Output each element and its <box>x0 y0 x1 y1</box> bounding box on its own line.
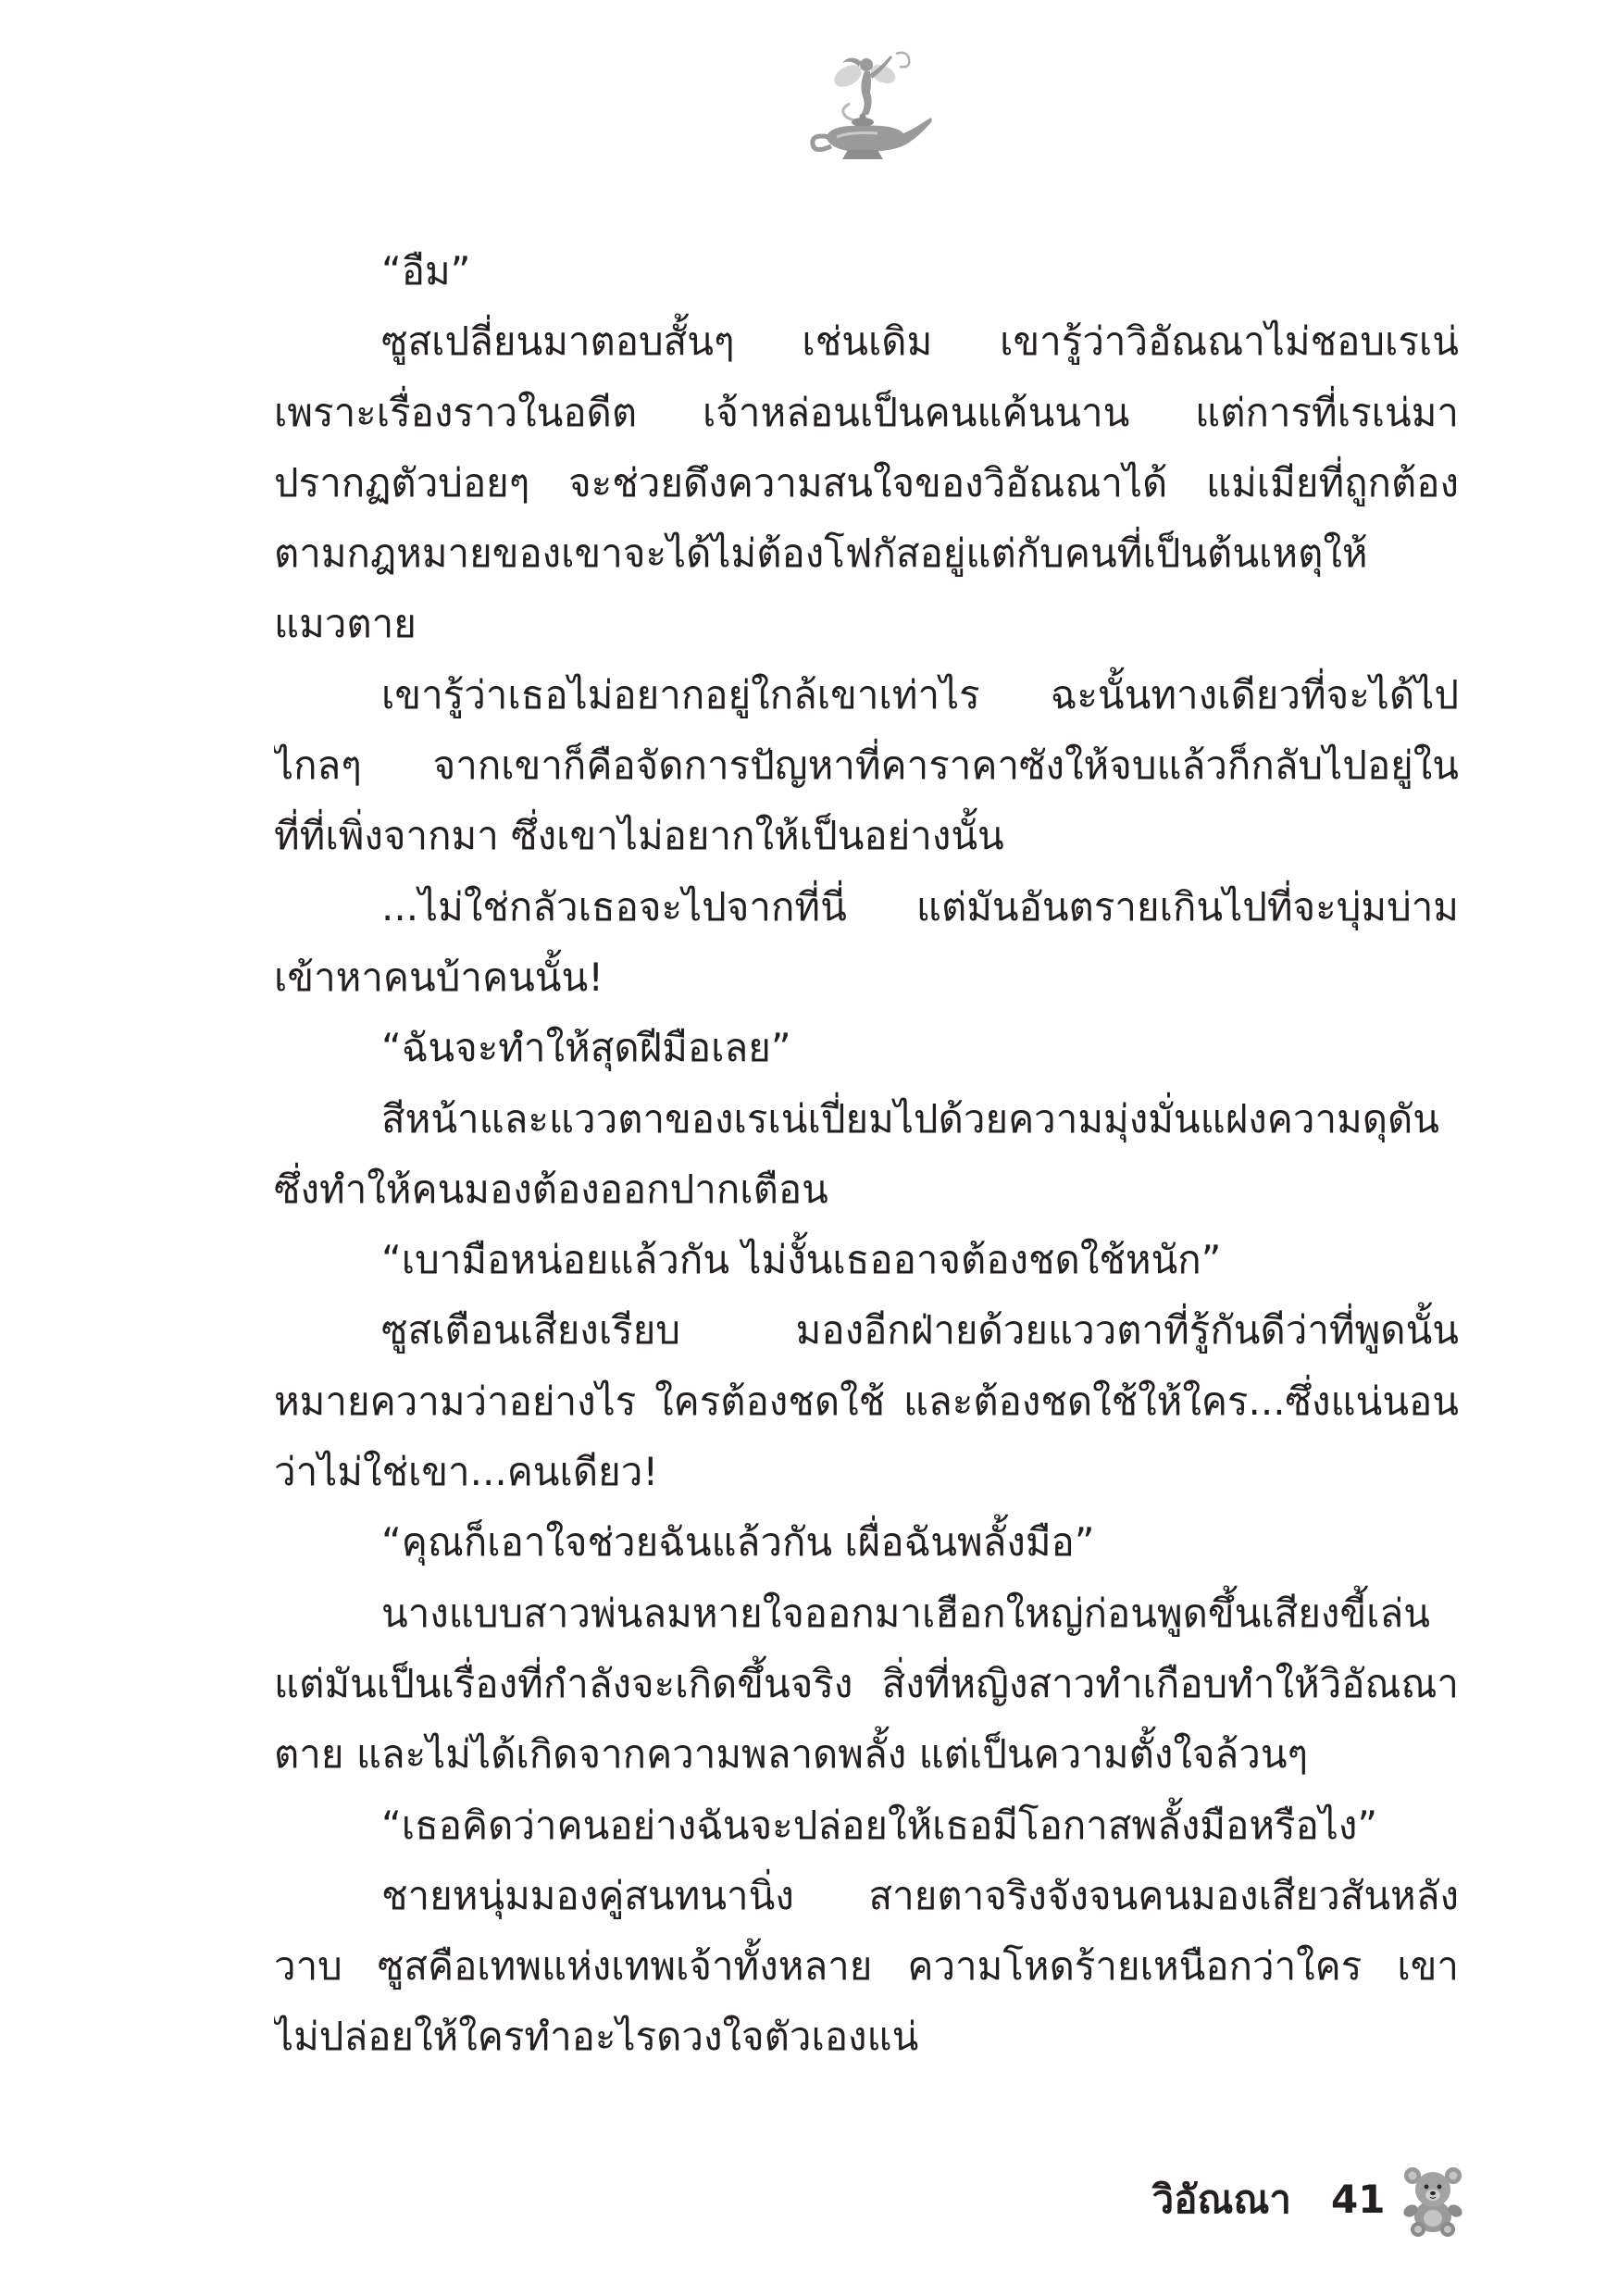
paragraph <box>274 1791 1459 1861</box>
genie-lamp-icon <box>794 48 942 167</box>
text-line: ตาย และไม่ได้เกิดจากความพลาดพลั้ง แต่เป็นความตั้งใจล้วนๆ <box>274 1731 1309 1778</box>
paragraph <box>274 1084 1459 1226</box>
paragraph <box>274 660 1459 872</box>
text-line: แต่มันเป็นเรื่องที่กำลังจะเกิดขึ้นจริง สิ่งที่หญิงสาวทำเกือบทำให้วิอัณณา <box>274 1660 1459 1706</box>
paragraph <box>274 236 1459 306</box>
text-line: “เธอคิดว่าคนอย่างฉันจะปล่อยให้เธอมีโอกาสพลั้งมือหรือไง” <box>381 1802 1378 1848</box>
text-line: ว่าไม่ใช่เขา...คนเดียว! <box>274 1449 659 1495</box>
text-line: ไกลๆ จากเขาก็คือจัดการปัญหาที่คาราคาซังให้จบแล้วก็กลับไปอยู่ใน <box>274 742 1459 789</box>
paragraph <box>274 1507 1459 1578</box>
text-line: สีหน้าและแววตาของเรเน่เปี่ยมไปด้วยความมุ่งมั่นแฝงความดุดัน <box>381 1095 1440 1142</box>
paragraph <box>274 1578 1459 1791</box>
teddy-bear-icon <box>1398 2165 1468 2237</box>
text-line: “ฉันจะทำให้สุดฝีมือเลย” <box>381 1025 791 1071</box>
paragraph <box>274 1861 1459 2073</box>
paragraph <box>274 1013 1459 1083</box>
page-number: 41 <box>1331 2177 1386 2222</box>
text-line: ...ไม่ใช่กลัวเธอจะไปจากที่นี่ แต่มันอันตรายเกินไปที่จะบุ่มบ่าม <box>381 883 1459 930</box>
body-text <box>274 236 1459 2073</box>
text-line: เพราะเรื่องราวในอดีต เจ้าหล่อนเป็นคนแค้นนาน แต่การที่เรเน่มา <box>274 389 1459 435</box>
text-line: ซึ่งทำให้คนมองต้องออกปากเตือน <box>274 1166 828 1212</box>
paragraph <box>274 1295 1459 1507</box>
text-line: “คุณก็เอาใจช่วยฉันแล้วกัน เผื่อฉันพลั้งมือ” <box>381 1519 1095 1566</box>
text-line: ไม่ปล่อยให้ใครทำอะไรดวงใจตัวเองแน่ <box>274 2014 919 2060</box>
paragraph <box>274 1225 1459 1295</box>
text-line: ชายหนุ่มมองคู่สนทนานิ่ง สายตาจริงจังจนคนมองเสียวสันหลัง <box>381 1872 1459 1918</box>
text-line: ปรากฏตัวบ่อยๆ จะช่วยดึงความสนใจของวิอัณณาได้ แม่เมียที่ถูกต้อง <box>274 459 1459 505</box>
paragraph <box>274 306 1459 659</box>
text-line: เขารู้ว่าเธอไม่อยากอยู่ใกล้เขาเท่าไร ฉะนั้นทางเดียวที่จะได้ไป <box>381 671 1459 718</box>
text-line: ซูสเตือนเสียงเรียบ มองอีกฝ่ายด้วยแววตาที่รู้กันดีว่าที่พูดนั้น <box>381 1307 1459 1354</box>
text-line: เข้าหาคนบ้าคนนั้น! <box>274 954 604 1000</box>
paragraph <box>274 872 1459 1014</box>
text-line: “อืม” <box>381 248 471 293</box>
text-line: นางแบบสาวพ่นลมหายใจออกมาเฮือกใหญ่ก่อนพูดขึ้นเสียงขี้เล่น <box>381 1590 1430 1636</box>
text-line: “เบามือหน่อยแล้วกัน ไม่งั้นเธออาจต้องชดใช้หนัก” <box>381 1237 1222 1283</box>
text-line: ตามกฎหมายของเขาจะได้ไม่ต้องโฟกัสอยู่แต่กับคนที่เป็นต้นเหตุให้ <box>274 530 1368 577</box>
text-line: ซูสเปลี่ยนมาตอบสั้นๆ เช่นเดิม เขารู้ว่าวิอัณณาไม่ชอบเรเน่ <box>381 318 1459 365</box>
text-line: ที่ที่เพิ่งจากมา ซึ่งเขาไม่อยากให้เป็นอย่างนั้น <box>274 813 1004 859</box>
text-line: แมวตาย <box>274 601 417 647</box>
running-footer-title: วิอัณณา <box>1151 2177 1291 2222</box>
text-line: วาบ ซูสคือเทพแห่งเทพเจ้าทั้งหลาย ความโหดร้ายเหนือกว่าใคร เขา <box>274 1943 1459 1990</box>
text-line: หมายความว่าอย่างไร ใครต้องชดใช้ และต้องชดใช้ให้ใคร...ซึ่งแน่นอน <box>274 1378 1459 1424</box>
